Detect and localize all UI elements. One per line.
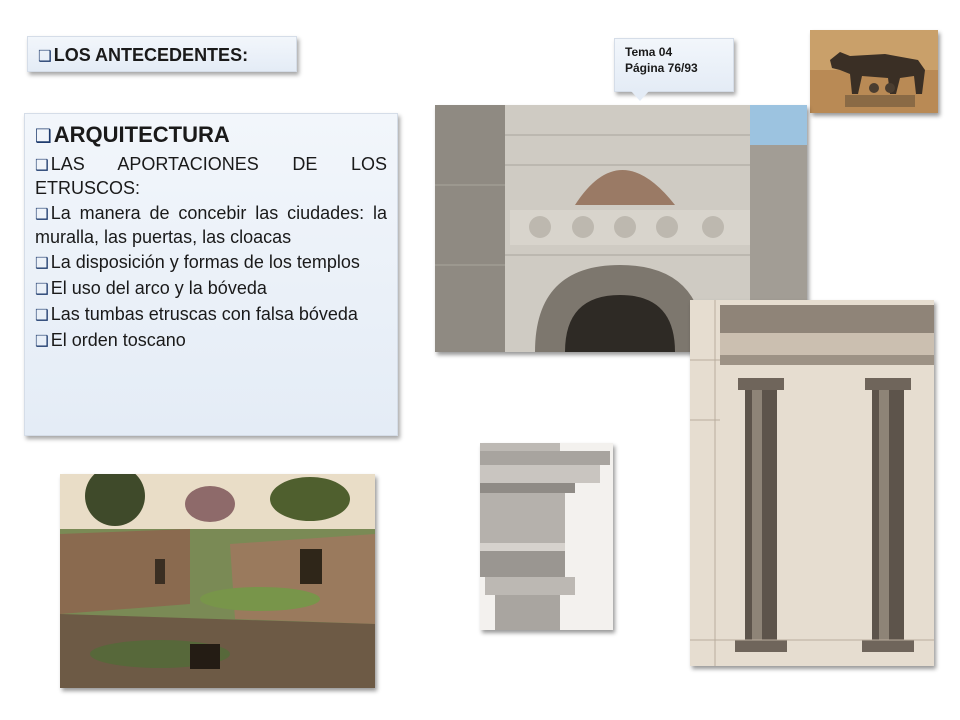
etruscan-tombs-photo <box>60 474 375 688</box>
slide-callout <box>614 38 734 92</box>
list-item: ❑ El orden toscano <box>35 330 186 350</box>
content-box <box>24 113 398 436</box>
list-item: ❑ La disposición y formas de los templos <box>35 252 360 272</box>
checkbox-bullet-icon: ❑ <box>35 255 49 272</box>
list-item: ❑ Las tumbas etruscas con falsa bóveda <box>35 304 358 324</box>
checkbox-bullet-icon: ❑ <box>35 206 49 223</box>
list-item: ❑ La manera de concebir las ciudades: la muralla, las puertas, las cloacas <box>35 203 387 247</box>
entablature-detail-engraving <box>480 443 613 630</box>
callout-topic: Tema 04 <box>625 45 673 59</box>
section-heading <box>27 36 297 72</box>
checkbox-bullet-icon: ❑ <box>35 125 52 146</box>
callout-page: Página 76/93 <box>625 61 698 75</box>
checkbox-bullet-icon: ❑ <box>35 281 49 298</box>
list-item: ❑ LAS APORTACIONES DE LOS ETRUSCOS: <box>35 154 387 198</box>
content-title: ❑ARQUITECTURA <box>35 122 230 147</box>
list-item: ❑ El uso del arco y la bóveda <box>35 278 267 298</box>
checkbox-bullet-icon: ❑ <box>35 307 49 324</box>
checkbox-bullet-icon: ❑ <box>35 157 49 174</box>
checkbox-bullet-icon: ❑ <box>38 48 52 65</box>
she-wolf-photo <box>810 30 938 113</box>
callout-pointer <box>631 91 649 101</box>
section-heading-text: LOS ANTECEDENTES: <box>53 45 249 65</box>
checkbox-bullet-icon: ❑ <box>35 333 49 350</box>
tuscan-columns-engraving <box>690 300 934 666</box>
